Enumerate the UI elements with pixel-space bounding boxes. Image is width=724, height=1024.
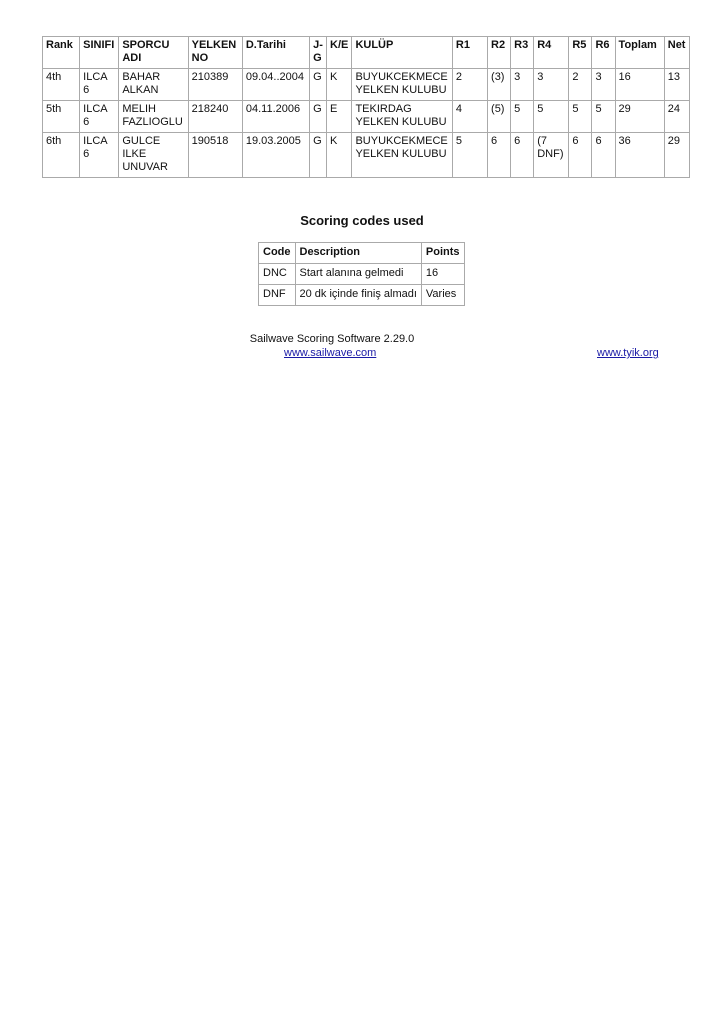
tyik-link[interactable]: www.tyik.org: [597, 347, 659, 359]
header-r3: R3: [511, 37, 534, 69]
cell-r2: (3): [488, 69, 511, 101]
cell-club: BUYUKCEKMECE YELKEN KULUBU: [352, 69, 452, 101]
cell-total: 16: [615, 69, 664, 101]
cell-athlete: BAHAR ALKAN: [119, 69, 188, 101]
cell-r1: 5: [452, 133, 487, 178]
header-sail-no: YELKEN NO: [188, 37, 242, 69]
cell-jg: G: [310, 133, 327, 178]
cell-jg: G: [310, 69, 327, 101]
cell-description: Start alanına gelmedi: [295, 264, 421, 285]
cell-r6: 6: [592, 133, 615, 178]
cell-rank: 6th: [43, 133, 80, 178]
header-r1: R1: [452, 37, 487, 69]
header-gender: K/E: [327, 37, 352, 69]
table-row: [43, 101, 690, 133]
cell-birth-date: 04.11.2006: [242, 101, 309, 133]
scoring-codes-title: Scoring codes used: [300, 213, 424, 228]
cell-class: ILCA 6: [80, 101, 119, 133]
cell-r4: 5: [534, 101, 569, 133]
cell-r1: 2: [452, 69, 487, 101]
header-net: Net: [664, 37, 689, 69]
cell-r6: 5: [592, 101, 615, 133]
cell-points: 16: [421, 264, 464, 285]
cell-rank: 5th: [43, 101, 80, 133]
cell-class: ILCA 6: [80, 133, 119, 178]
cell-club: BUYUKCEKMECE YELKEN KULUBU: [352, 133, 452, 178]
cell-total: 29: [615, 101, 664, 133]
cell-r3: 6: [511, 133, 534, 178]
results-table: [42, 36, 690, 178]
cell-code: DNF: [259, 285, 296, 306]
table-row: [43, 133, 690, 178]
cell-club: TEKIRDAG YELKEN KULUBU: [352, 101, 452, 133]
header-rank: Rank: [43, 37, 80, 69]
header-total: Toplam: [615, 37, 664, 69]
sailwave-link[interactable]: www.sailwave.com: [284, 347, 377, 359]
cell-birth-date: 09.04..2004: [242, 69, 309, 101]
cell-class: ILCA 6: [80, 69, 119, 101]
cell-r2: 6: [488, 133, 511, 178]
cell-gender: E: [327, 101, 352, 133]
cell-r5: 6: [569, 133, 592, 178]
cell-total: 36: [615, 133, 664, 178]
cell-rank: 4th: [43, 69, 80, 101]
results-header-row: [43, 37, 690, 69]
cell-sail-no: 210389: [188, 69, 242, 101]
cell-athlete: MELIH FAZLIOGLU: [119, 101, 188, 133]
cell-r4: 3: [534, 69, 569, 101]
software-credit: Sailwave Scoring Software 2.29.0: [249, 333, 415, 345]
header-description: Description: [295, 243, 421, 264]
header-club: KULÜP: [352, 37, 452, 69]
cell-net: 24: [664, 101, 689, 133]
cell-r3: 5: [511, 101, 534, 133]
cell-sail-no: 190518: [188, 133, 242, 178]
cell-athlete: GULCE ILKE UNUVAR: [119, 133, 188, 178]
header-code: Code: [259, 243, 296, 264]
header-athlete: SPORCU ADI: [119, 37, 188, 69]
cell-net: 29: [664, 133, 689, 178]
cell-sail-no: 218240: [188, 101, 242, 133]
scoring-codes-table: [258, 242, 465, 306]
cell-r5: 2: [569, 69, 592, 101]
cell-r4: (7 DNF): [534, 133, 569, 178]
cell-points: Varies: [421, 285, 464, 306]
cell-jg: G: [310, 101, 327, 133]
cell-r6: 3: [592, 69, 615, 101]
cell-description: 20 dk içinde finiş almadı: [295, 285, 421, 306]
header-r2: R2: [488, 37, 511, 69]
header-r6: R6: [592, 37, 615, 69]
header-points: Points: [421, 243, 464, 264]
cell-birth-date: 19.03.2005: [242, 133, 309, 178]
table-row: [43, 69, 690, 101]
header-class: SINIFI: [80, 37, 119, 69]
header-r4: R4: [534, 37, 569, 69]
cell-r1: 4: [452, 101, 487, 133]
header-birth-date: D.Tarihi: [242, 37, 309, 69]
cell-gender: K: [327, 69, 352, 101]
cell-r5: 5: [569, 101, 592, 133]
codes-header-row: [259, 243, 465, 264]
table-row: [259, 264, 465, 285]
cell-code: DNC: [259, 264, 296, 285]
header-r5: R5: [569, 37, 592, 69]
table-row: [259, 285, 465, 306]
cell-r2: (5): [488, 101, 511, 133]
cell-gender: K: [327, 133, 352, 178]
cell-r3: 3: [511, 69, 534, 101]
cell-net: 13: [664, 69, 689, 101]
header-jg: J-G: [310, 37, 327, 69]
